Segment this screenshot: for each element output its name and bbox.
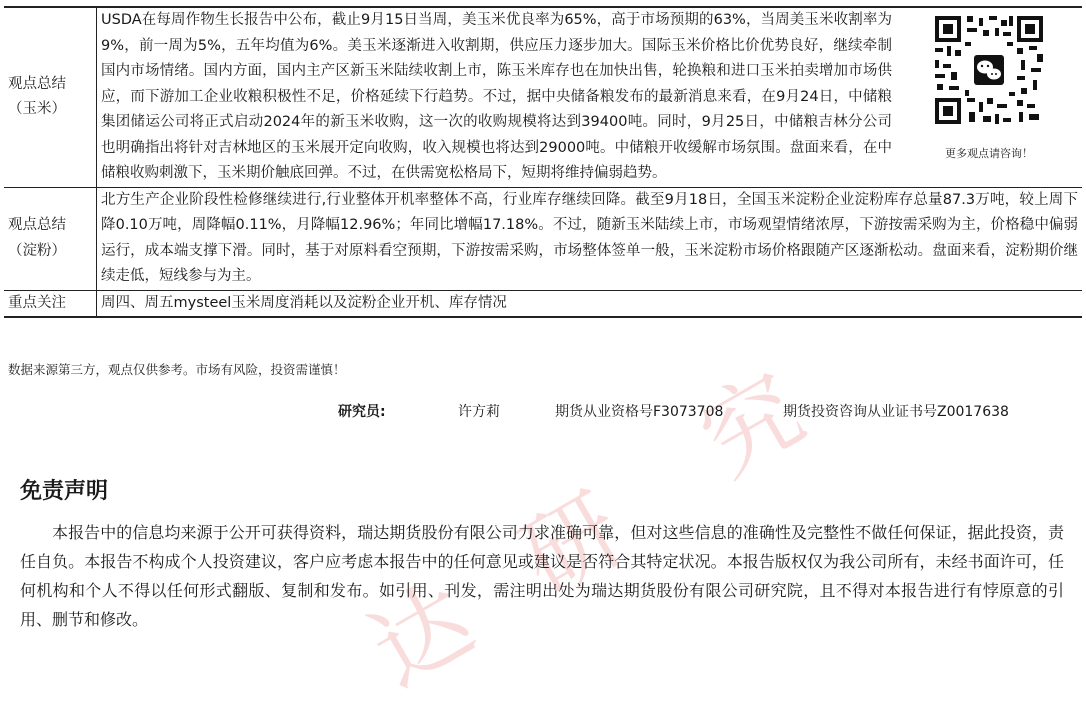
- researcher-name: 许方莉: [458, 404, 500, 420]
- row-content-starch: 北方生产企业阶段性检修继续进行,行业整体开机率整体不高，行业库存继续回降。截至9月18日，全国玉米淀粉企业淀粉库存总量87.3万吨，较上周下降0.10万吨，周降幅0.11%，月降幅12.96%；年同比增幅17.18%。不过，随新玉米陆续上市，市场观望情绪浓厚，下游按需采购为主，价格稳中偏弱运行，成本端支撑下滑。同时，基于对原料看空预期，下游按需采购，市场整体签单一般，玉米淀粉市场价格跟随产区逐渐松动。盘面来看，淀粉期价继续走低，短线参与为主。: [97, 187, 1083, 290]
- watermark-glyph: 研: [502, 472, 642, 618]
- qr-code: [933, 14, 1045, 126]
- watermark-glyph: 究: [682, 352, 822, 498]
- researcher-label: 研究员:: [338, 404, 386, 420]
- disclaimer-title: 免责声明: [20, 479, 109, 504]
- table-row: [4, 7, 1082, 187]
- row-content-corn: [97, 7, 1083, 187]
- row-content-focus: 周四、周五mysteel玉米周度消耗以及淀粉企业开机、库存情况: [97, 290, 1083, 317]
- watermark-glyph: 达: [352, 562, 492, 708]
- qr-caption: 更多观点请咨询！: [945, 146, 1033, 160]
- table-row: [4, 187, 1082, 290]
- table-row: [4, 290, 1082, 317]
- qr-block: [900, 14, 1078, 162]
- corn-summary-text: USDA在每周作物生长报告中公布，截止9月15日当周，美玉米优良率为65%，高于市场预期的63%，当周美玉米收割率为9%，前一周为5%，五年均值为6%。美玉米逐渐进入收割期，供应压力逐步加大。国际玉米价格比价优势良好，继续牵制国内市场情绪。国内方面，国内主产区新玉米陆续收割上市，陈玉米库存也在加快出售，轮换粮和进口玉米拍卖增加市场供应，而下游加工企业收粮积极性不足，价格延续下行趋势。不过，据中央储备粮发布的最新消息来看，在9月24日，中储粮集团储运公司将正式启动2024年的新玉米收购，这一次的收购规模将达到39400吨。同时，9月25日，中储粮吉林分公司也明确指出将针对吉林地区的玉米展开定向收购，收入规模也将达到29000吨。中储粮开收缓解市场氛围。盘面来看，在中储粮收购刺激下，玉米期价触底回弹。不过，在供需宽松格局下，短期将维持偏弱趋势。: [101, 12, 892, 181]
- researcher-consulting-id: 期货投资咨询从业证书号Z0017638: [783, 404, 1009, 420]
- row-label-focus: 重点关注: [4, 290, 97, 317]
- row-label-corn: 观点总结（玉米）: [4, 7, 97, 187]
- researcher-qualification: 期货从业资格号F3073708: [555, 404, 724, 420]
- disclaimer-body: 本报告中的信息均来源于公开可获得资料，瑞达期货股份有限公司力求准确可靠，但对这些信息的准确性及完整性不做任何保证，据此投资，责任自负。本报告不构成个人投资建议，客户应考虑本报告中的任何意见或建议是否符合其特定状况。本报告版权仅为我公司所有，未经书面许可，任何机构和个人不得以任何形式翻版、复制和发布。如引用、刊发，需注明出处为瑞达期货股份有限公司研究院，且不得对本报告进行有悖原意的引用、删节和修改。: [20, 523, 1064, 629]
- row-label-starch: 观点总结（淀粉）: [4, 187, 97, 290]
- source-note: 数据来源第三方，观点仅供参考。市场有风险，投资需谨慎！: [8, 362, 346, 377]
- viewpoint-table: [4, 6, 1082, 318]
